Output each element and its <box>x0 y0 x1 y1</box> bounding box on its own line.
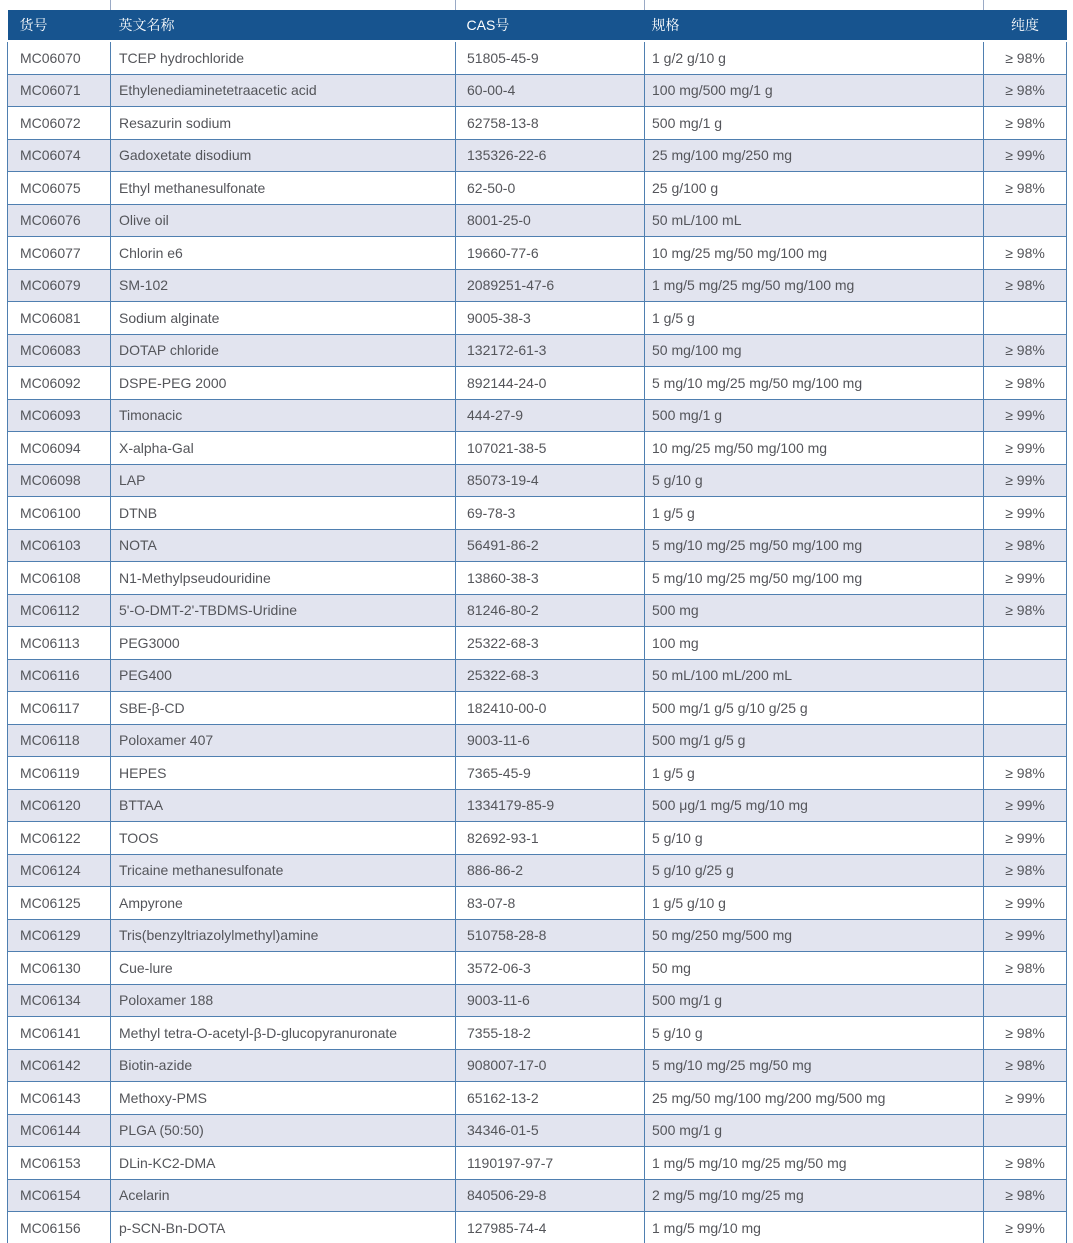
cell-english-name: HEPES <box>111 757 456 790</box>
cell-specification: 1 g/2 g/10 g <box>645 41 984 74</box>
cell-purity: ≥ 99% <box>984 464 1067 497</box>
cell-cas-number: 182410-00-0 <box>456 692 645 725</box>
table-row <box>8 724 1067 757</box>
cell-catalog-number: MC06125 <box>8 887 111 920</box>
cell-catalog-number: MC06142 <box>8 1049 111 1082</box>
cell-purity: ≥ 98% <box>984 952 1067 985</box>
cell-catalog-number: MC06071 <box>8 74 111 107</box>
cell-purity <box>984 984 1067 1017</box>
cell-cas-number: 892144-24-0 <box>456 367 645 400</box>
cell-catalog-number: MC06083 <box>8 334 111 367</box>
cell-catalog-number: MC06079 <box>8 269 111 302</box>
cell-cas-number: 62-50-0 <box>456 172 645 205</box>
cell-english-name: 5'-O-DMT-2'-TBDMS-Uridine <box>111 594 456 627</box>
column-header-cas-number: CAS号 <box>456 10 645 41</box>
column-guide-line <box>983 0 984 10</box>
cell-cas-number: 13860-38-3 <box>456 562 645 595</box>
cell-specification: 5 mg/10 mg/25 mg/50 mg/100 mg <box>645 367 984 400</box>
cell-catalog-number: MC06112 <box>8 594 111 627</box>
cell-purity <box>984 659 1067 692</box>
cell-catalog-number: MC06072 <box>8 107 111 140</box>
cell-specification: 1 g/5 g <box>645 302 984 335</box>
cell-purity <box>984 204 1067 237</box>
cell-purity: ≥ 98% <box>984 594 1067 627</box>
table-row <box>8 1114 1067 1147</box>
cell-purity: ≥ 98% <box>984 854 1067 887</box>
table-row <box>8 367 1067 400</box>
table-row <box>8 334 1067 367</box>
cell-english-name: Methoxy-PMS <box>111 1082 456 1115</box>
cell-cas-number: 510758-28-8 <box>456 919 645 952</box>
table-row <box>8 789 1067 822</box>
table-row <box>8 757 1067 790</box>
cell-specification: 1 mg/5 mg/25 mg/50 mg/100 mg <box>645 269 984 302</box>
cell-english-name: PEG400 <box>111 659 456 692</box>
table-row <box>8 659 1067 692</box>
cell-specification: 5 g/10 g/25 g <box>645 854 984 887</box>
cell-cas-number: 65162-13-2 <box>456 1082 645 1115</box>
table-row <box>8 692 1067 725</box>
cell-specification: 1 g/5 g <box>645 497 984 530</box>
cell-specification: 25 mg/50 mg/100 mg/200 mg/500 mg <box>645 1082 984 1115</box>
cell-english-name: Timonacic <box>111 399 456 432</box>
cell-purity: ≥ 98% <box>984 1147 1067 1180</box>
cell-purity: ≥ 98% <box>984 237 1067 270</box>
table-header <box>8 10 1067 41</box>
cell-purity <box>984 1114 1067 1147</box>
table-row <box>8 1049 1067 1082</box>
cell-catalog-number: MC06094 <box>8 432 111 465</box>
cell-catalog-number: MC06118 <box>8 724 111 757</box>
cell-cas-number: 132172-61-3 <box>456 334 645 367</box>
cell-purity: ≥ 99% <box>984 399 1067 432</box>
cell-english-name: TOOS <box>111 822 456 855</box>
cell-catalog-number: MC06075 <box>8 172 111 205</box>
cell-specification: 100 mg <box>645 627 984 660</box>
cell-specification: 5 mg/10 mg/25 mg/50 mg <box>645 1049 984 1082</box>
cell-cas-number: 7365-45-9 <box>456 757 645 790</box>
table-row <box>8 887 1067 920</box>
cell-catalog-number: MC06092 <box>8 367 111 400</box>
cell-specification: 5 mg/10 mg/25 mg/50 mg/100 mg <box>645 562 984 595</box>
cell-specification: 50 mg/100 mg <box>645 334 984 367</box>
cell-catalog-number: MC06093 <box>8 399 111 432</box>
cell-catalog-number: MC06153 <box>8 1147 111 1180</box>
table-row <box>8 854 1067 887</box>
cell-specification: 25 mg/100 mg/250 mg <box>645 139 984 172</box>
cell-catalog-number: MC06134 <box>8 984 111 1017</box>
table-row <box>8 41 1067 74</box>
cell-english-name: DSPE-PEG 2000 <box>111 367 456 400</box>
cell-cas-number: 444-27-9 <box>456 399 645 432</box>
cell-english-name: LAP <box>111 464 456 497</box>
cell-catalog-number: MC06074 <box>8 139 111 172</box>
column-header-catalog: 货号 <box>8 10 111 41</box>
cell-english-name: Ethylenediaminetetraacetic acid <box>111 74 456 107</box>
cell-cas-number: 840506-29-8 <box>456 1179 645 1212</box>
cell-english-name: Biotin-azide <box>111 1049 456 1082</box>
cell-cas-number: 135326-22-6 <box>456 139 645 172</box>
cell-cas-number: 51805-45-9 <box>456 41 645 74</box>
cell-purity: ≥ 98% <box>984 529 1067 562</box>
table-row <box>8 432 1067 465</box>
cell-cas-number: 9005-38-3 <box>456 302 645 335</box>
cell-specification: 1 mg/5 mg/10 mg <box>645 1212 984 1243</box>
cell-specification: 10 mg/25 mg/50 mg/100 mg <box>645 237 984 270</box>
cell-purity: ≥ 99% <box>984 789 1067 822</box>
cell-english-name: PLGA (50:50) <box>111 1114 456 1147</box>
table-row <box>8 269 1067 302</box>
cell-purity <box>984 692 1067 725</box>
cell-cas-number: 107021-38-5 <box>456 432 645 465</box>
cell-catalog-number: MC06103 <box>8 529 111 562</box>
cell-english-name: Poloxamer 188 <box>111 984 456 1017</box>
cell-catalog-number: MC06098 <box>8 464 111 497</box>
cell-cas-number: 82692-93-1 <box>456 822 645 855</box>
table-row <box>8 1179 1067 1212</box>
cell-catalog-number: MC06070 <box>8 41 111 74</box>
cell-specification: 1 g/5 g <box>645 757 984 790</box>
products-table <box>7 10 1067 1243</box>
cell-cas-number: 85073-19-4 <box>456 464 645 497</box>
cell-cas-number: 886-86-2 <box>456 854 645 887</box>
cell-english-name: DOTAP chloride <box>111 334 456 367</box>
cell-cas-number: 127985-74-4 <box>456 1212 645 1243</box>
cell-purity: ≥ 98% <box>984 367 1067 400</box>
cell-english-name: BTTAA <box>111 789 456 822</box>
table-body <box>8 41 1067 1243</box>
table-row <box>8 172 1067 205</box>
cell-english-name: Methyl tetra-O-acetyl-β-D-glucopyranuronate <box>111 1017 456 1050</box>
cell-purity: ≥ 98% <box>984 1049 1067 1082</box>
table-row <box>8 302 1067 335</box>
cell-purity: ≥ 98% <box>984 269 1067 302</box>
cell-specification: 500 mg/1 g <box>645 1114 984 1147</box>
cell-catalog-number: MC06117 <box>8 692 111 725</box>
table-row <box>8 107 1067 140</box>
cell-english-name: Tris(benzyltriazolylmethyl)amine <box>111 919 456 952</box>
cell-purity: ≥ 98% <box>984 41 1067 74</box>
cell-catalog-number: MC06116 <box>8 659 111 692</box>
cell-cas-number: 1190197-97-7 <box>456 1147 645 1180</box>
cell-specification: 100 mg/500 mg/1 g <box>645 74 984 107</box>
cell-purity: ≥ 98% <box>984 1017 1067 1050</box>
cell-catalog-number: MC06077 <box>8 237 111 270</box>
cell-specification: 25 g/100 g <box>645 172 984 205</box>
cell-catalog-number: MC06141 <box>8 1017 111 1050</box>
cell-specification: 50 mL/100 mL/200 mL <box>645 659 984 692</box>
cell-cas-number: 9003-11-6 <box>456 984 645 1017</box>
table-row <box>8 1017 1067 1050</box>
table-row <box>8 562 1067 595</box>
cell-purity: ≥ 99% <box>984 919 1067 952</box>
cell-specification: 5 g/10 g <box>645 1017 984 1050</box>
cell-specification: 1 mg/5 mg/10 mg/25 mg/50 mg <box>645 1147 984 1180</box>
cell-specification: 5 g/10 g <box>645 822 984 855</box>
cell-english-name: Cue-lure <box>111 952 456 985</box>
column-guide-line <box>110 0 111 10</box>
cell-catalog-number: MC06143 <box>8 1082 111 1115</box>
cell-catalog-number: MC06108 <box>8 562 111 595</box>
cell-cas-number: 908007-17-0 <box>456 1049 645 1082</box>
cell-purity: ≥ 99% <box>984 139 1067 172</box>
cell-catalog-number: MC06076 <box>8 204 111 237</box>
cell-purity <box>984 302 1067 335</box>
table-row <box>8 237 1067 270</box>
cell-purity <box>984 627 1067 660</box>
table-row <box>8 952 1067 985</box>
cell-cas-number: 7355-18-2 <box>456 1017 645 1050</box>
cell-cas-number: 62758-13-8 <box>456 107 645 140</box>
table-row <box>8 139 1067 172</box>
cell-catalog-number: MC06119 <box>8 757 111 790</box>
cell-english-name: Resazurin sodium <box>111 107 456 140</box>
cell-english-name: Sodium alginate <box>111 302 456 335</box>
cell-specification: 500 mg <box>645 594 984 627</box>
cell-purity: ≥ 99% <box>984 887 1067 920</box>
cell-cas-number: 8001-25-0 <box>456 204 645 237</box>
cell-purity: ≥ 98% <box>984 757 1067 790</box>
cell-english-name: Acelarin <box>111 1179 456 1212</box>
cell-purity: ≥ 98% <box>984 74 1067 107</box>
table-row <box>8 1212 1067 1243</box>
column-header-purity: 纯度 <box>984 10 1067 41</box>
cell-catalog-number: MC06156 <box>8 1212 111 1243</box>
cell-english-name: Tricaine methanesulfonate <box>111 854 456 887</box>
cell-english-name: NOTA <box>111 529 456 562</box>
column-guide-line <box>455 0 456 10</box>
cell-specification: 5 mg/10 mg/25 mg/50 mg/100 mg <box>645 529 984 562</box>
cell-cas-number: 2089251-47-6 <box>456 269 645 302</box>
table-row <box>8 464 1067 497</box>
table-row <box>8 529 1067 562</box>
cell-specification: 10 mg/25 mg/50 mg/100 mg <box>645 432 984 465</box>
cell-specification: 500 mg/1 g <box>645 399 984 432</box>
cell-specification: 500 μg/1 mg/5 mg/10 mg <box>645 789 984 822</box>
cell-specification: 500 mg/1 g <box>645 984 984 1017</box>
cell-catalog-number: MC06129 <box>8 919 111 952</box>
cell-purity: ≥ 98% <box>984 1179 1067 1212</box>
column-guide-line <box>644 0 645 10</box>
cell-specification: 2 mg/5 mg/10 mg/25 mg <box>645 1179 984 1212</box>
table-row <box>8 399 1067 432</box>
cell-specification: 5 g/10 g <box>645 464 984 497</box>
cell-specification: 500 mg/1 g/5 g/10 g/25 g <box>645 692 984 725</box>
table-row <box>8 984 1067 1017</box>
column-header-english-name: 英文名称 <box>111 10 456 41</box>
cell-purity: ≥ 99% <box>984 1082 1067 1115</box>
cell-catalog-number: MC06081 <box>8 302 111 335</box>
cell-purity: ≥ 99% <box>984 497 1067 530</box>
cell-english-name: DLin-KC2-DMA <box>111 1147 456 1180</box>
cell-cas-number: 25322-68-3 <box>456 659 645 692</box>
cell-purity: ≥ 99% <box>984 822 1067 855</box>
table-row <box>8 1082 1067 1115</box>
cell-cas-number: 83-07-8 <box>456 887 645 920</box>
cell-catalog-number: MC06120 <box>8 789 111 822</box>
cell-catalog-number: MC06122 <box>8 822 111 855</box>
table-row <box>8 822 1067 855</box>
cell-purity: ≥ 98% <box>984 172 1067 205</box>
cell-catalog-number: MC06100 <box>8 497 111 530</box>
cell-cas-number: 1334179-85-9 <box>456 789 645 822</box>
cell-purity: ≥ 98% <box>984 334 1067 367</box>
cell-cas-number: 19660-77-6 <box>456 237 645 270</box>
table-row <box>8 74 1067 107</box>
column-header-specification: 规格 <box>645 10 984 41</box>
header-row <box>8 10 1067 41</box>
table-row <box>8 919 1067 952</box>
cell-catalog-number: MC06154 <box>8 1179 111 1212</box>
cell-cas-number: 25322-68-3 <box>456 627 645 660</box>
cell-english-name: Ethyl methanesulfonate <box>111 172 456 205</box>
cell-specification: 50 mL/100 mL <box>645 204 984 237</box>
cell-cas-number: 9003-11-6 <box>456 724 645 757</box>
cell-specification: 500 mg/1 g <box>645 107 984 140</box>
cell-cas-number: 60-00-4 <box>456 74 645 107</box>
cell-purity: ≥ 99% <box>984 1212 1067 1243</box>
cell-english-name: PEG3000 <box>111 627 456 660</box>
cell-english-name: X-alpha-Gal <box>111 432 456 465</box>
cell-catalog-number: MC06124 <box>8 854 111 887</box>
cell-specification: 50 mg <box>645 952 984 985</box>
cell-cas-number: 81246-80-2 <box>456 594 645 627</box>
cell-catalog-number: MC06144 <box>8 1114 111 1147</box>
cell-english-name: SBE-β-CD <box>111 692 456 725</box>
cell-english-name: p-SCN-Bn-DOTA <box>111 1212 456 1243</box>
cell-catalog-number: MC06130 <box>8 952 111 985</box>
cell-english-name: Ampyrone <box>111 887 456 920</box>
cell-cas-number: 56491-86-2 <box>456 529 645 562</box>
cell-catalog-number: MC06113 <box>8 627 111 660</box>
cell-cas-number: 3572-06-3 <box>456 952 645 985</box>
cell-specification: 1 g/5 g/10 g <box>645 887 984 920</box>
cell-english-name: Chlorin e6 <box>111 237 456 270</box>
cell-cas-number: 34346-01-5 <box>456 1114 645 1147</box>
cell-english-name: SM-102 <box>111 269 456 302</box>
table-row <box>8 497 1067 530</box>
cell-english-name: N1-Methylpseudouridine <box>111 562 456 595</box>
cell-purity: ≥ 99% <box>984 562 1067 595</box>
cell-english-name: DTNB <box>111 497 456 530</box>
table-row <box>8 627 1067 660</box>
cell-english-name: Gadoxetate disodium <box>111 139 456 172</box>
cell-purity: ≥ 99% <box>984 432 1067 465</box>
table-row <box>8 594 1067 627</box>
cell-specification: 50 mg/250 mg/500 mg <box>645 919 984 952</box>
table-row <box>8 204 1067 237</box>
cell-english-name: Olive oil <box>111 204 456 237</box>
cell-english-name: TCEP hydrochloride <box>111 41 456 74</box>
cell-purity: ≥ 98% <box>984 107 1067 140</box>
cell-specification: 500 mg/1 g/5 g <box>645 724 984 757</box>
cell-purity <box>984 724 1067 757</box>
table-row <box>8 1147 1067 1180</box>
cell-cas-number: 69-78-3 <box>456 497 645 530</box>
cell-english-name: Poloxamer 407 <box>111 724 456 757</box>
